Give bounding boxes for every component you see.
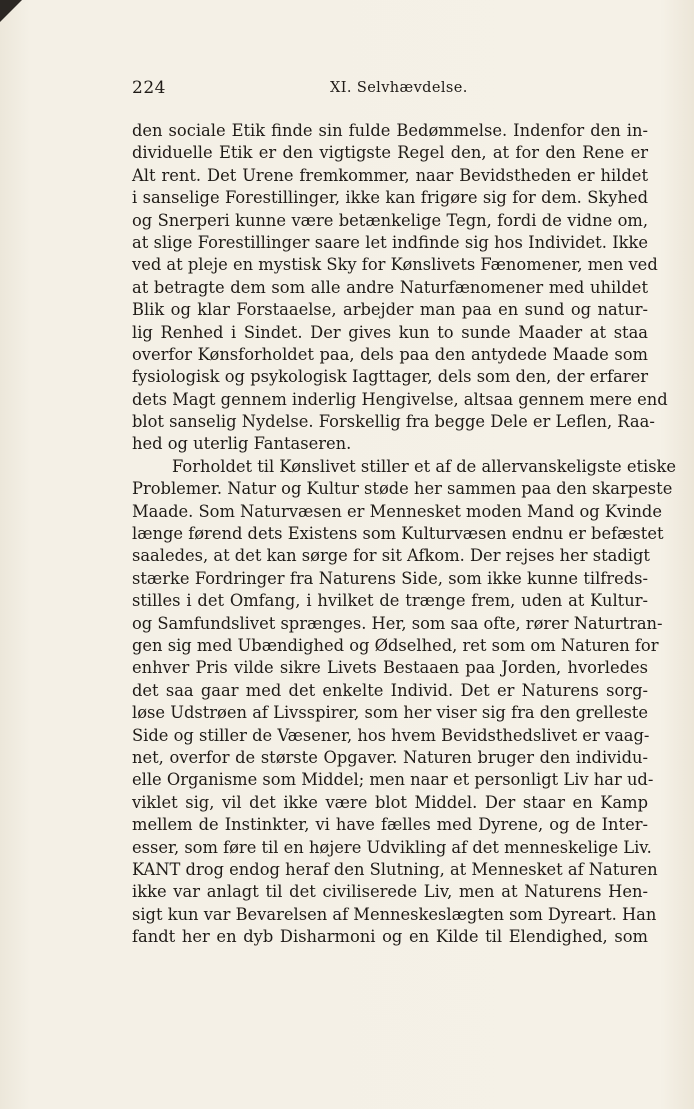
text-line: gen sig med Ubændighed og Ødselhed, ret som om Naturen for bbox=[132, 635, 659, 655]
text-line: den sociale Etik finde sin fulde Bedømmelse. Indenfor den in- bbox=[132, 121, 648, 140]
text-line: elle Organisme som Middel; men naar et personligt Liv har ud- bbox=[132, 770, 654, 790]
text-line: Alt rent. Det Urene fremkommer, naar Bevidstheden er hildet bbox=[132, 165, 648, 185]
text-line: stærke Fordringer fra Naturens Side, som ikke kunne tilfreds- bbox=[132, 568, 648, 588]
text-line: fandt her en dyb Disharmoni og en Kilde til Elendighed, som bbox=[132, 927, 648, 947]
text-line: esser, som føre til en højere Udvikling af det menneskelige Liv. bbox=[132, 837, 652, 857]
text-line: at slige Forestillinger saare let indfinde sig hos Individet. Ikke bbox=[132, 232, 648, 252]
text-line: overfor Kønsforholdet paa, dels paa den antydede Maade som bbox=[132, 344, 648, 364]
text-line: Problemer. Natur og Kultur støde her sammen paa den skarpeste bbox=[132, 479, 673, 499]
page-header bbox=[132, 77, 648, 99]
text-line: i sanselige Forestillinger, ikke kan frigøre sig for dem. Skyhed bbox=[132, 188, 648, 208]
text-line: stilles i det Omfang, i hvilket de trænge frem, uden at Kultur- bbox=[132, 591, 648, 611]
text-line: ved at pleje en mystisk Sky for Kønslivets Fænomener, men ved bbox=[132, 255, 658, 275]
text-line: og Samfundslivet sprænges. Her, som saa ofte, rører Naturtran- bbox=[132, 613, 663, 633]
text-line: længe førend dets Existens som Kulturvæsen endnu er befæstet bbox=[132, 524, 664, 544]
text-line: enhver Pris vilde sikre Livets Bestaaen paa Jorden, hvorledes bbox=[132, 658, 648, 678]
text-line: fysiologisk og psykologisk Iagttager, dels som den, der erfarer bbox=[132, 367, 648, 387]
text-line: lig Renhed i Sindet. Der gives kun to sunde Maader at staa bbox=[132, 322, 648, 342]
text-line: det saa gaar med det enkelte Individ. Det er Naturens sorg- bbox=[132, 680, 648, 700]
page-number: 224 bbox=[132, 78, 166, 98]
page-corner-shadow bbox=[0, 0, 22, 22]
text-line: dividuelle Etik er den vigtigste Regel den, at for den Rene er bbox=[132, 143, 648, 163]
text-line: viklet sig, vil det ikke være blot Middel. Der staar en Kamp bbox=[132, 792, 648, 812]
text-line: blot sanselig Nydelse. Forskellig fra begge Dele er Leflen, Raa- bbox=[132, 412, 655, 432]
text-line: KANT drog endog heraf den Slutning, at Mennesket af Naturen bbox=[132, 859, 658, 879]
text-line: hed og uterlig Fantaseren. bbox=[132, 434, 352, 454]
text-line: ikke var anlagt til det civiliserede Liv, men at Naturens Hen- bbox=[132, 882, 648, 902]
text-line: mellem de Instinkter, vi have fælles med Dyrene, og de Inter- bbox=[132, 815, 648, 835]
text-line: Forholdet til Kønslivet stiller et af de allervanskeligste etiske bbox=[172, 456, 677, 476]
text-line: at betragte dem som alle andre Naturfænomener med uhildet bbox=[132, 277, 648, 297]
text-line: dets Magt gennem inderlig Hengivelse, altsaa gennem mere end bbox=[132, 389, 668, 409]
text-line: Side og stiller de Væsener, hos hvem Bevidsthedslivet er vaag- bbox=[132, 725, 650, 745]
text-line: Blik og klar Forstaaelse, arbejder man paa en sund og natur- bbox=[132, 300, 648, 320]
text-line: og Snerperi kunne være betænkelige Tegn, fordi de vidne om, bbox=[132, 210, 648, 230]
text-line: løse Udstrøen af Livsspirer, som her viser sig fra den grelleste bbox=[132, 703, 648, 723]
body-text bbox=[132, 120, 677, 948]
text-line: Maade. Som Naturvæsen er Mennesket moden Mand og Kvinde bbox=[132, 501, 662, 521]
text-line: net, overfor de største Opgaver. Naturen bruger den individu- bbox=[132, 747, 648, 767]
text-line: saaledes, at det kan sørge for sit Afkom. Der rejses her stadigt bbox=[132, 546, 650, 566]
text-line: sigt kun var Bevarelsen af Menneskeslægten som Dyreart. Han bbox=[132, 904, 657, 924]
running-head: XI. Selvhævdelse. bbox=[330, 80, 468, 96]
